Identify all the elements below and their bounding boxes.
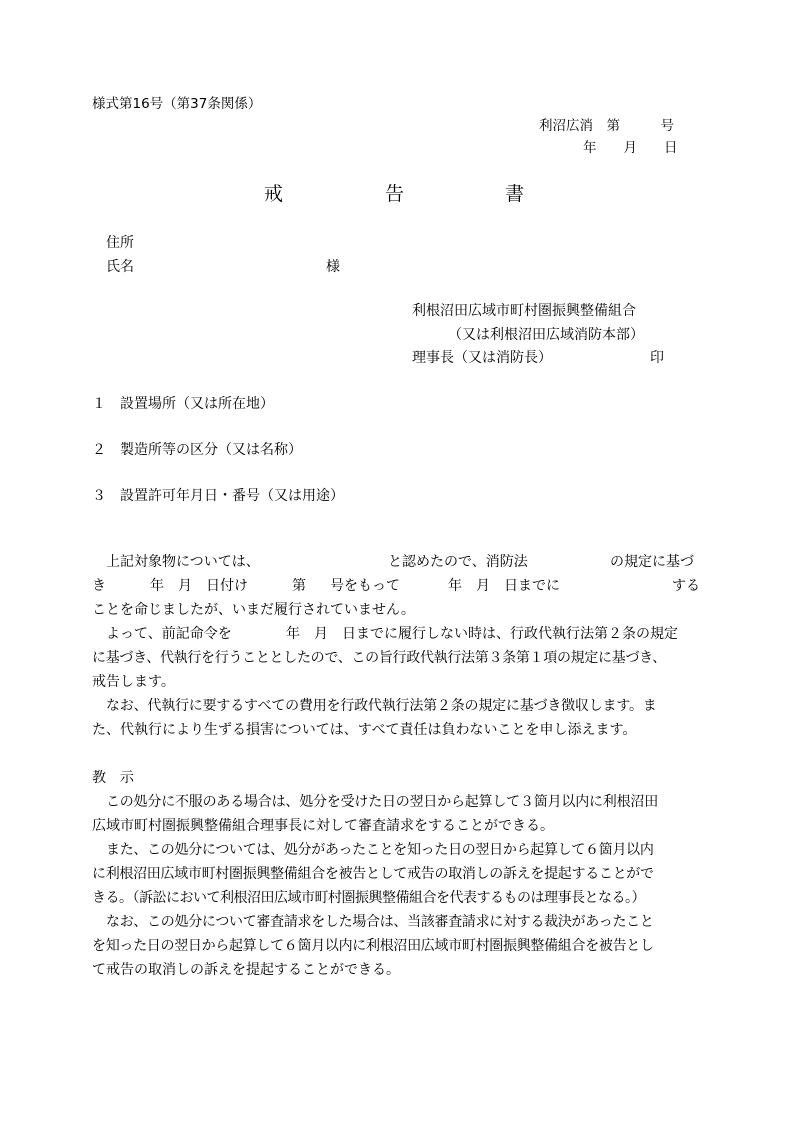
title-char-1: 戒 <box>264 183 284 205</box>
instruction-line: 広域市町村圏振興整備組合理事長に対して審査請求をすることができる。 <box>92 818 554 834</box>
issuer-organization: 利根沼田広域市町村圏振興整備組合 <box>412 303 636 319</box>
instruction-heading: 教 示 <box>92 770 134 786</box>
form-number: 様式第16号（第37条関係） <box>92 96 262 112</box>
body-line-1a: 上記対象物については、 <box>106 554 260 570</box>
item-location: １ 設置場所（又は所在地） <box>92 396 274 412</box>
issuer-organization-alt: （又は利根沼田広域消防本部） <box>448 327 644 343</box>
body-line-4a: よって、前記命令を <box>106 626 232 642</box>
body-line-1b: と認めたので、消防法 <box>388 554 528 570</box>
body-line-2d: 号をもって <box>330 578 400 594</box>
body-line-8: た、代執行により生ずる損害については、すべて責任は負わないことを申し添えます。 <box>92 722 637 738</box>
item-facility-type: ２ 製造所等の区分（又は名称） <box>92 442 302 458</box>
body-line-3: ことを命じましたが、いまだ履行されていません。 <box>92 602 415 618</box>
instruction-line: また、この処分については、処分があったことを知った日の翌日から起算して６箇月以内 <box>106 842 654 858</box>
body-line-2c: 第 <box>292 578 306 594</box>
instruction-line: て戒告の取消しの訴えを提起することができる。 <box>92 962 400 978</box>
document-reference-number: 利沼広消 第 号 <box>539 118 674 134</box>
body-line-6: 戒告します。 <box>92 674 175 690</box>
body-line-5: に基づき、代執行を行うこととしたので、この旨行政代執行法第３条第１項の規定に基づき、 <box>92 650 666 666</box>
body-line-2b: 年 月 日付け <box>150 578 248 594</box>
seal-mark: 印 <box>650 350 664 366</box>
honorific: 様 <box>326 259 340 275</box>
body-line-7: なお、代執行に要するすべての費用を行政代執行法第２条の規定に基づき徴収します。ま <box>106 698 657 714</box>
instruction-line: この処分に不服のある場合は、処分を受けた日の翌日から起算して３箇月以内に利根沼田 <box>106 794 658 810</box>
issuer-title: 理事長（又は消防長） <box>412 350 552 366</box>
title-char-2: 告 <box>385 183 405 205</box>
instruction-line: きる。（訴訟において利根沼田広域市町村圏振興整備組合を代表するものは理事長となる。） <box>92 890 645 906</box>
body-line-4b: 年 月 日までに履行しない時は、行政代執行法第２条の規定 <box>286 626 678 642</box>
body-line-2e: 年 月 日までに <box>448 578 560 594</box>
instruction-line: に利根沼田広域市町村圏振興整備組合を被告として戒告の取消しの訴えを提起することがで <box>92 866 654 882</box>
body-line-2f: する <box>672 578 700 594</box>
title-char-3: 書 <box>505 183 525 205</box>
document-date: 年 月 日 <box>583 140 678 156</box>
name-label: 氏名 <box>106 259 134 275</box>
item-permit: ３ 設置許可年月日・番号（又は用途） <box>92 488 344 504</box>
body-line-2a: き <box>92 578 106 594</box>
instruction-line: なお、この処分について審査請求をした場合は、当該審査請求に対する裁決があったこと <box>106 914 654 930</box>
address-label: 住所 <box>106 235 134 251</box>
instruction-line: を知った日の翌日から起算して６箇月以内に利根沼田広域市町村圏振興整備組合を被告とし <box>92 938 654 954</box>
body-line-1c: の規定に基づ <box>610 554 694 570</box>
